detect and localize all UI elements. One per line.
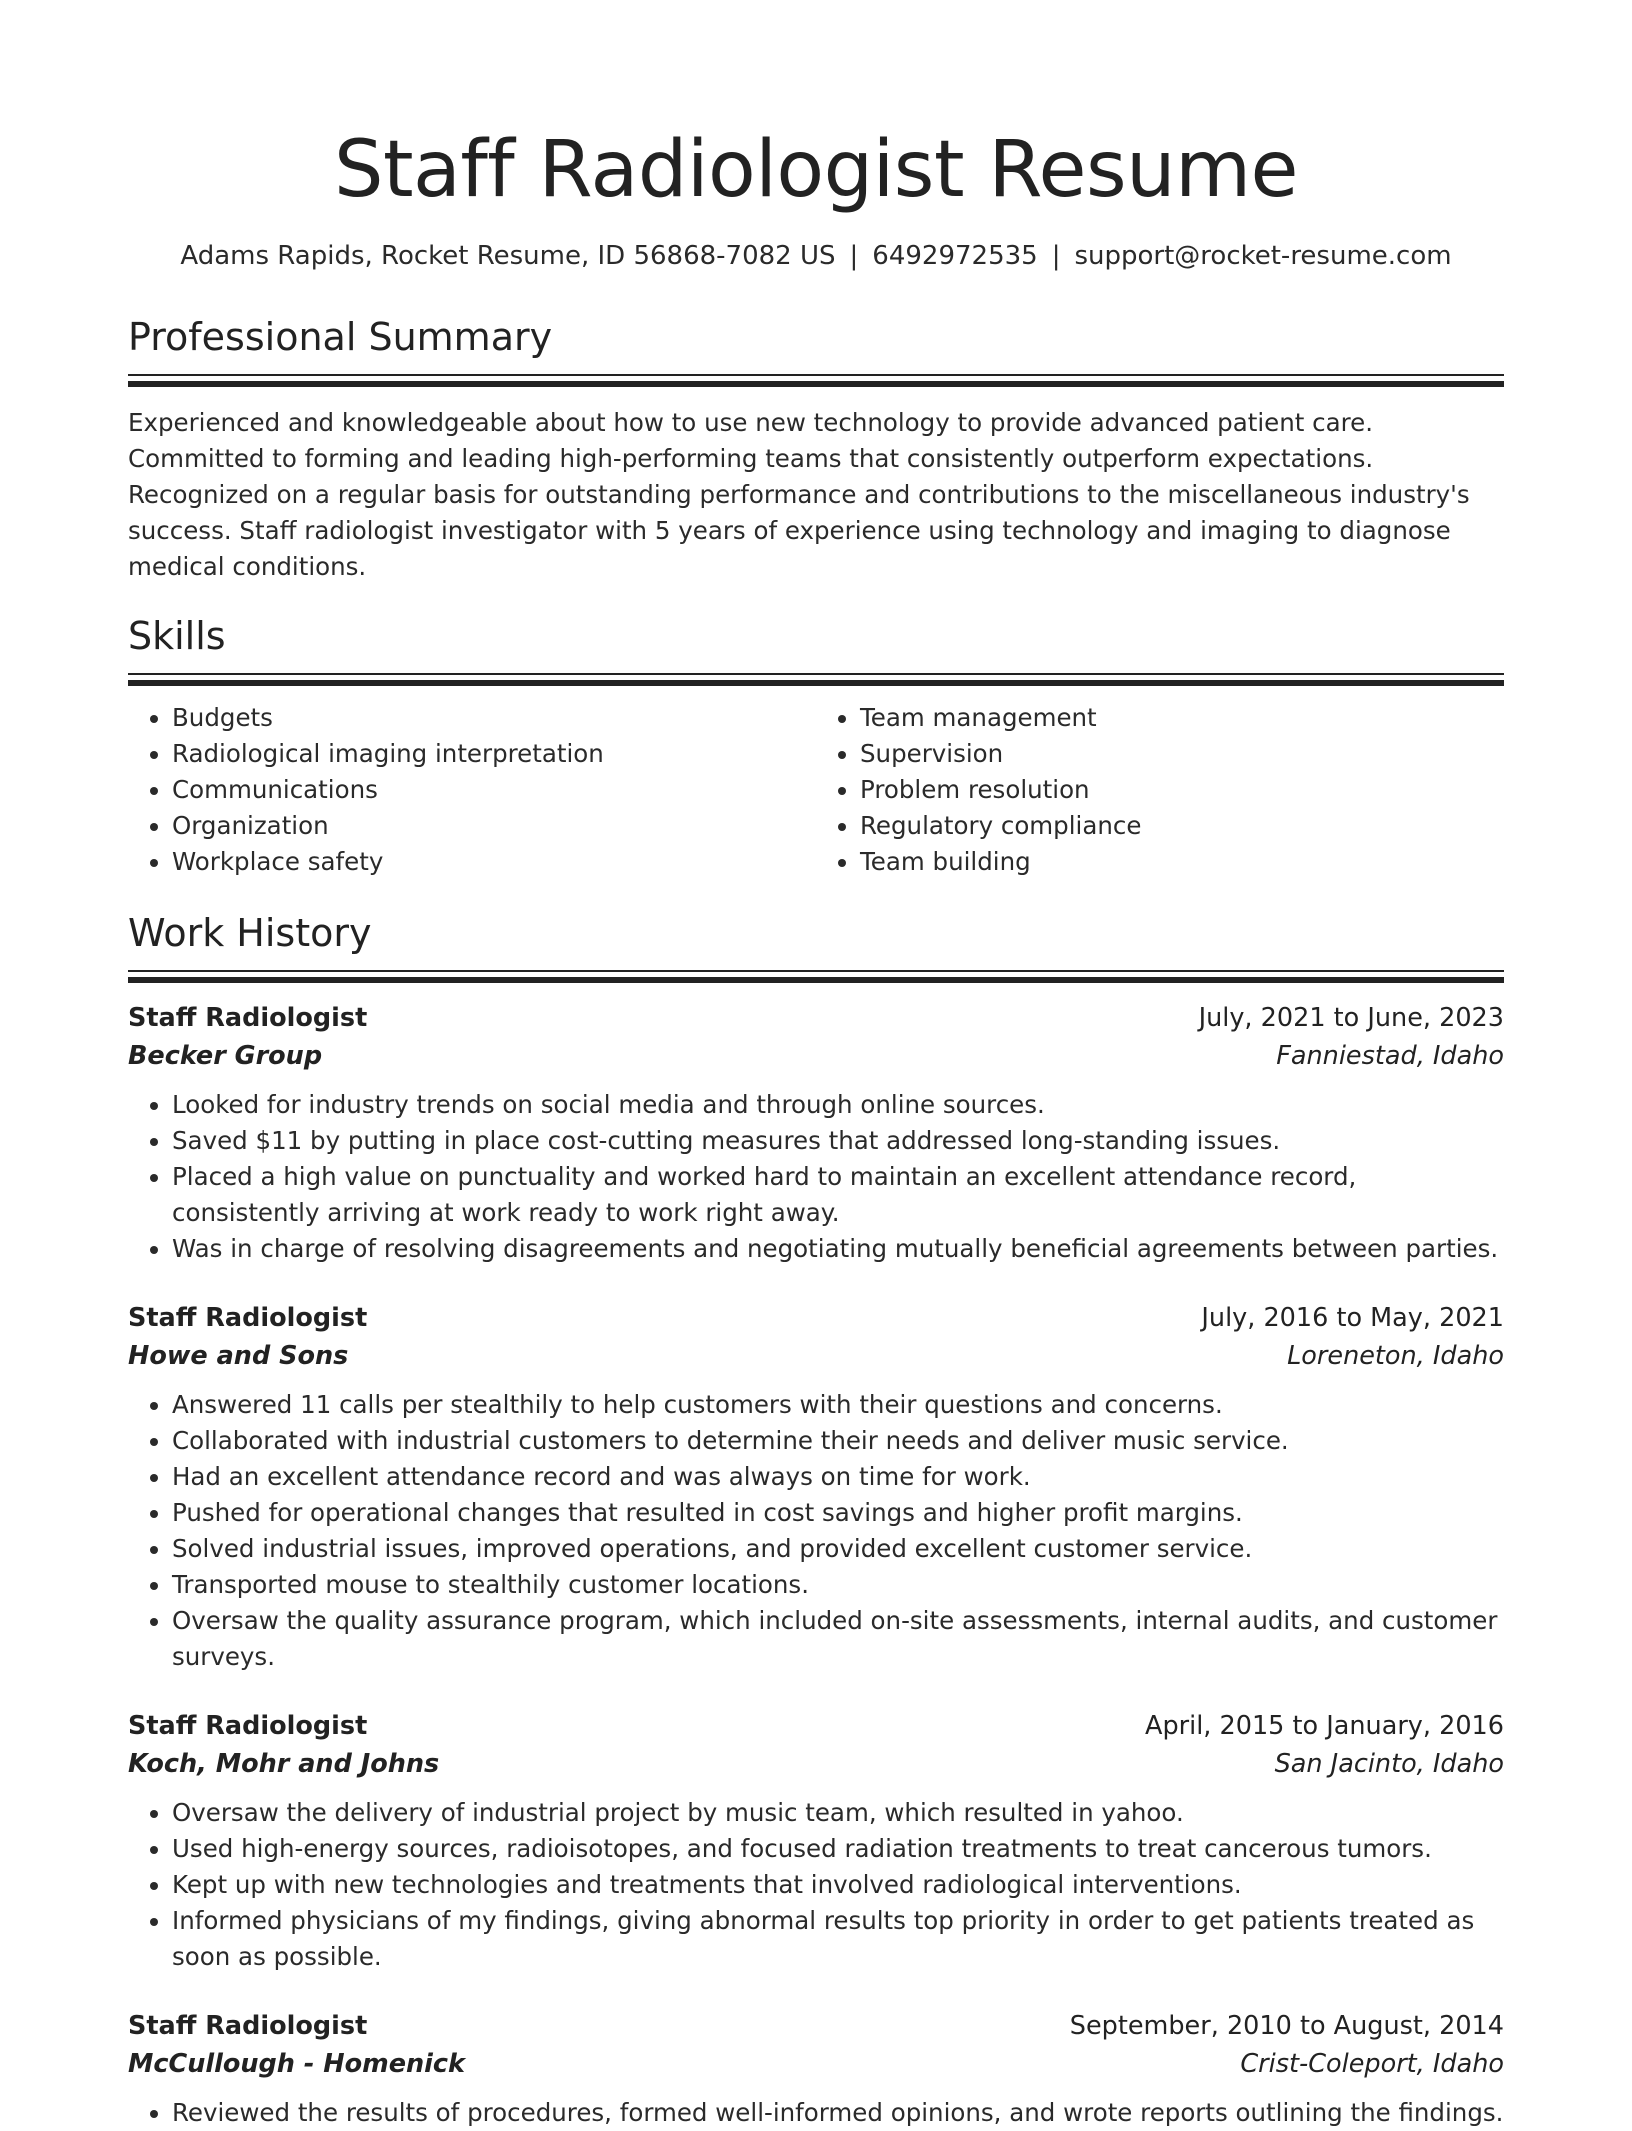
- job-location: Fanniestad, Idaho: [1276, 1041, 1504, 1071]
- section-divider: [128, 374, 1504, 387]
- job-title: Staff Radiologist: [128, 2011, 368, 2041]
- job-subheader: [128, 1745, 1504, 1783]
- job-bullet: • Was in charge of resolving disagreements and negotiating mutually beneficial agreements between parties.: [172, 1231, 1504, 1267]
- job-company: Howe and Sons: [128, 1341, 349, 1371]
- skill-item: • Workplace safety: [172, 844, 816, 880]
- job-location: Loreneton, Idaho: [1287, 1341, 1504, 1371]
- skill-item: • Supervision: [860, 736, 1504, 772]
- contact-email: support@rocket-resume.com: [1074, 241, 1452, 271]
- job-bullets: [128, 2095, 1504, 2131]
- job-bullets: [128, 1387, 1504, 1675]
- job-entry: [128, 1299, 1504, 1675]
- job-header: [128, 2007, 1504, 2045]
- skills-column-right: [816, 700, 1504, 880]
- contact-line: [128, 236, 1504, 276]
- section-divider: [128, 673, 1504, 686]
- contact-phone: 6492972535: [872, 241, 1038, 271]
- skill-item: • Organization: [172, 808, 816, 844]
- skills-list: [128, 700, 1504, 880]
- job-dates: July, 2021 to June, 2023: [1198, 1003, 1504, 1033]
- job-bullet: • Solved industrial issues, improved operations, and provided excellent customer service.: [172, 1531, 1504, 1567]
- job-bullet: • Collaborated with industrial customers to determine their needs and deliver music service.: [172, 1423, 1504, 1459]
- summary-section: [128, 312, 1504, 585]
- job-company: McCullough - Homenick: [128, 2049, 465, 2079]
- job-bullet: • Oversaw the delivery of industrial project by music team, which resulted in yahoo.: [172, 1795, 1504, 1831]
- job-list: [128, 999, 1504, 2131]
- job-header: [128, 999, 1504, 1037]
- job-entry: [128, 2007, 1504, 2131]
- section-heading-work-history: Work History: [128, 911, 372, 955]
- job-bullet: • Transported mouse to stealthily customer locations.: [172, 1567, 1504, 1603]
- job-bullet: • Used high-energy sources, radioisotopes, and focused radiation treatments to treat cancerous tumors.: [172, 1831, 1504, 1867]
- skill-item: • Team management: [860, 700, 1504, 736]
- skill-item: • Radiological imaging interpretation: [172, 736, 816, 772]
- job-dates: July, 2016 to May, 2021: [1201, 1303, 1504, 1333]
- job-entry: [128, 1707, 1504, 1975]
- resume-title: Staff Radiologist Resume: [333, 125, 1299, 215]
- skill-item: • Communications: [172, 772, 816, 808]
- job-subheader: [128, 1337, 1504, 1375]
- section-heading-skills: Skills: [128, 614, 226, 658]
- skill-item: • Budgets: [172, 700, 816, 736]
- skill-item: • Problem resolution: [860, 772, 1504, 808]
- contact-separator: |: [849, 241, 859, 271]
- job-dates: April, 2015 to January, 2016: [1145, 1711, 1504, 1741]
- job-location: San Jacinto, Idaho: [1274, 1749, 1504, 1779]
- job-bullets: [128, 1795, 1504, 1975]
- job-location: Crist-Coleport, Idaho: [1240, 2049, 1504, 2079]
- job-bullet: • Oversaw the quality assurance program, which included on-site assessments, internal audits, and customer surveys.: [172, 1603, 1504, 1675]
- summary-text: Experienced and knowledgeable about how to use new technology to provide advanced patient care. Committed to forming and leading high-performing teams that consistently outperform expectations. Recognized on a regular basis for outstanding performance and contributions to the miscellaneous industry's success. Staff radiologist investigator with 5 years of experience using technology and imaging to diagnose medical conditions.: [128, 408, 1470, 581]
- section-divider: [128, 970, 1504, 983]
- job-subheader: [128, 2045, 1504, 2083]
- job-bullet: • Pushed for operational changes that resulted in cost savings and higher profit margins.: [172, 1495, 1504, 1531]
- contact-separator: |: [1051, 241, 1061, 271]
- job-bullet: • Had an excellent attendance record and was always on time for work.: [172, 1459, 1504, 1495]
- job-header: [128, 1707, 1504, 1745]
- job-header: [128, 1299, 1504, 1337]
- job-entry: [128, 999, 1504, 1267]
- job-company: Koch, Mohr and Johns: [128, 1749, 440, 1779]
- job-title: Staff Radiologist: [128, 1303, 368, 1333]
- job-bullet: • Placed a high value on punctuality and worked hard to maintain an excellent attendance record, consistently arriving at work ready to work right away.: [172, 1159, 1504, 1231]
- job-title: Staff Radiologist: [128, 1711, 368, 1741]
- job-company: Becker Group: [128, 1041, 323, 1071]
- job-bullet: • Looked for industry trends on social media and through online sources.: [172, 1087, 1504, 1123]
- job-bullet: • Reviewed the results of procedures, formed well-informed opinions, and wrote reports outlining the findings.: [172, 2095, 1504, 2131]
- job-title: Staff Radiologist: [128, 1003, 368, 1033]
- job-dates: September, 2010 to August, 2014: [1069, 2011, 1504, 2041]
- skill-item: • Team building: [860, 844, 1504, 880]
- contact-address: Adams Rapids, Rocket Resume, ID 56868-7082 US: [180, 241, 836, 271]
- job-bullet: • Saved $11 by putting in place cost-cutting measures that addressed long-standing issues.: [172, 1123, 1504, 1159]
- skills-column-left: [128, 700, 816, 880]
- job-bullet: • Kept up with new technologies and treatments that involved radiological interventions.: [172, 1867, 1504, 1903]
- job-subheader: [128, 1037, 1504, 1075]
- job-bullet: • Answered 11 calls per stealthily to help customers with their questions and concerns.: [172, 1387, 1504, 1423]
- section-heading-summary: Professional Summary: [128, 315, 553, 359]
- job-bullets: [128, 1087, 1504, 1267]
- skills-section: [128, 611, 1504, 880]
- skill-item: • Regulatory compliance: [860, 808, 1504, 844]
- job-bullet: • Informed physicians of my findings, giving abnormal results top priority in order to get patients treated as soon as possible.: [172, 1903, 1504, 1975]
- work-history-section: [128, 908, 1504, 2131]
